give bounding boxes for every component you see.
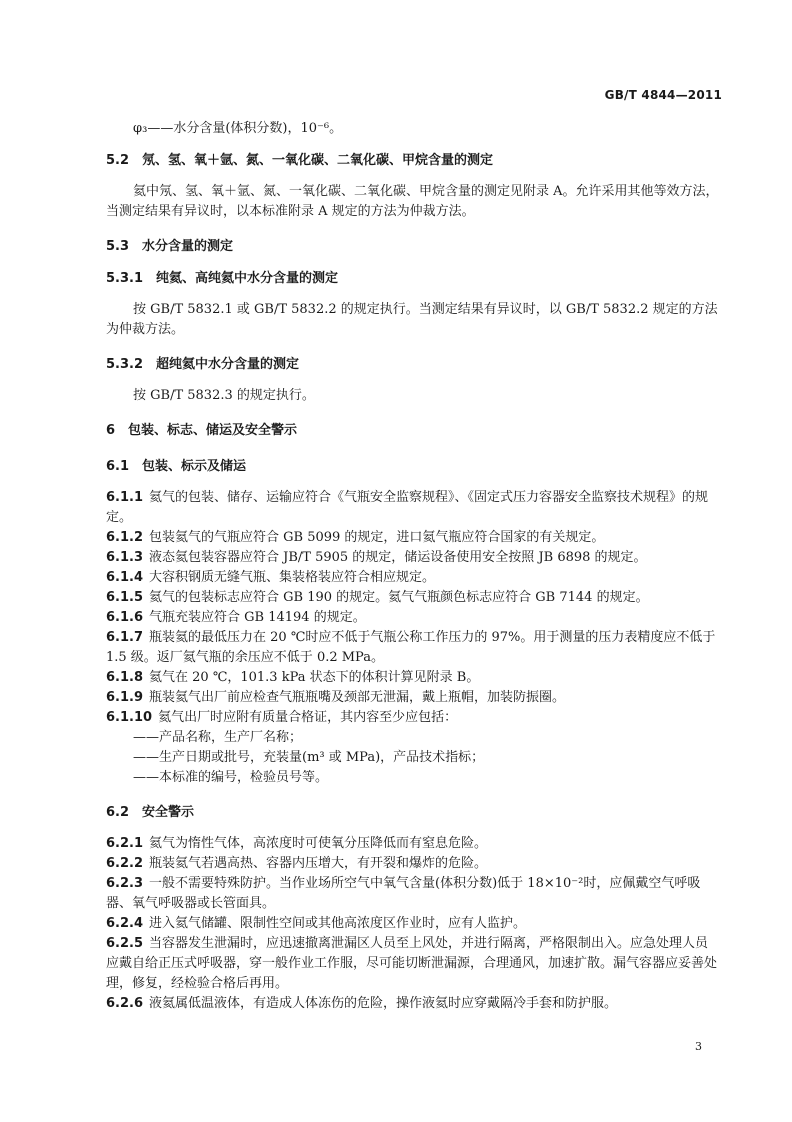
dash-item: ——生产日期或批号，充装量(m³ 或 MPa)，产品技术指标；: [133, 750, 485, 765]
section-5-3-1-heading: 5.3.1 纯氦、高纯氦中水分含量的测定: [106, 271, 339, 286]
section-6-1-heading: 6.1 包装、标示及储运: [106, 459, 247, 474]
list-item: 6.2.6 液氦属低温液体，有造成人体冻伤的危险，操作液氦时应穿戴隔冷手套和防护服。: [106, 996, 618, 1011]
list-item: 6.1.7 瓶装氦的最低压力在 20 ℃时应不低于气瓶公称工作压力的 97%。用于测量的压力表精度应不低于 1.5 级。返厂氦气瓶的余压应不低于 0.2 MPa。: [106, 630, 716, 665]
section-5-2-heading: 5.2 氖、氢、氧＋氩、氮、一氧化碳、二氧化碳、甲烷含量的测定: [106, 153, 494, 168]
section-5-3-2-heading: 5.3.2 超纯氦中水分含量的测定: [106, 357, 300, 372]
list-item: 6.1.2 包装氦气的气瓶应符合 GB 5099 的规定，进口氦气瓶应符合国家的有关规定。: [106, 530, 605, 545]
section-6-heading: 6 包装、标志、储运及安全警示: [106, 423, 298, 438]
section-5-3-2-text: 按 GB/T 5832.3 的规定执行。: [133, 388, 315, 403]
section-6-2-items: [106, 834, 720, 1014]
section-6-2-heading: 6.2 安全警示: [106, 805, 195, 820]
list-item: 6.2.3 一般不需要特殊防护。当作业场所空气中氧气含量(体积分数)低于 18×10⁻²时，应佩戴空气呼吸器、氧气呼吸器或长管面具。: [106, 876, 701, 911]
section-5-3-heading: 5.3 水分含量的测定: [106, 239, 234, 254]
list-item: 6.1.8 氦气在 20 ℃，101.3 kPa 状态下的体积计算见附录 B。: [106, 670, 480, 685]
list-item: 6.1.1 氦气的包装、储存、运输应符合《气瓶安全监察规程》、《固定式压力容器安全监察技术规程》的规定。: [106, 490, 709, 525]
list-item: 6.1.3 液态氦包装容器应符合 JB/T 5905 的规定，储运设备使用安全按照 JB 6898 的规定。: [106, 550, 647, 565]
list-item: 6.2.2 瓶装氦气若遇高热、容器内压增大，有开裂和爆炸的危险。: [106, 856, 488, 871]
section-6-1-items: [106, 488, 720, 788]
list-item: 6.2.4 进入氦气储罐、限制性空间或其他高浓度区作业时，应有人监护。: [106, 916, 527, 931]
standard-number: GB/T 4844—2011: [604, 88, 722, 102]
document-body: [106, 118, 720, 1014]
variable-definition: φ₃——水分含量(体积分数)，10⁻⁶。: [133, 121, 343, 136]
list-item: 6.2.1 氦气为惰性气体，高浓度时可使氧分压降低而有窒息危险。: [106, 836, 488, 851]
list-item: 6.2.5 当容器发生泄漏时，应迅速撤离泄漏区人员至上风处，并进行隔离，严格限制出入。应急处理人员应戴自给正压式呼吸器，穿一般作业工作服，尽可能切断泄漏源，合理通风，加速扩散。漏气容器应妥善处理，修复，经检验合格后再用。: [106, 936, 718, 991]
page-number: 3: [695, 1040, 702, 1053]
dash-item: ——产品名称，生产厂名称；: [133, 730, 303, 745]
list-item: 6.1.4 大容积钢质无缝气瓶、集装格装应符合相应规定。: [106, 570, 436, 585]
section-5-2-text: 氦中氖、氢、氧＋氩、氮、一氧化碳、二氧化碳、甲烷含量的测定见附录 A。允许采用其他等效方法，当测定结果有异议时，以本标准附录 A 规定的方法为仲裁方法。: [106, 184, 719, 219]
list-item: 6.1.9 瓶装氦气出厂前应检查气瓶瓶嘴及颈部无泄漏，戴上瓶帽，加装防振圈。: [106, 690, 566, 705]
dash-item: ——本标准的编号，检验员号等。: [133, 770, 329, 785]
list-item: 6.1.10 氦气出厂时应附有质量合格证，其内容至少应包括：: [106, 710, 458, 725]
list-item: 6.1.5 氦气的包装标志应符合 GB 190 的规定。氦气气瓶颜色标志应符合 GB 7144 的规定。: [106, 590, 649, 605]
section-5-3-1-text: 按 GB/T 5832.1 或 GB/T 5832.2 的规定执行。当测定结果有异议时，以 GB/T 5832.2 规定的方法为仲裁方法。: [106, 302, 718, 337]
list-item: 6.1.6 气瓶充装应符合 GB 14194 的规定。: [106, 610, 366, 625]
